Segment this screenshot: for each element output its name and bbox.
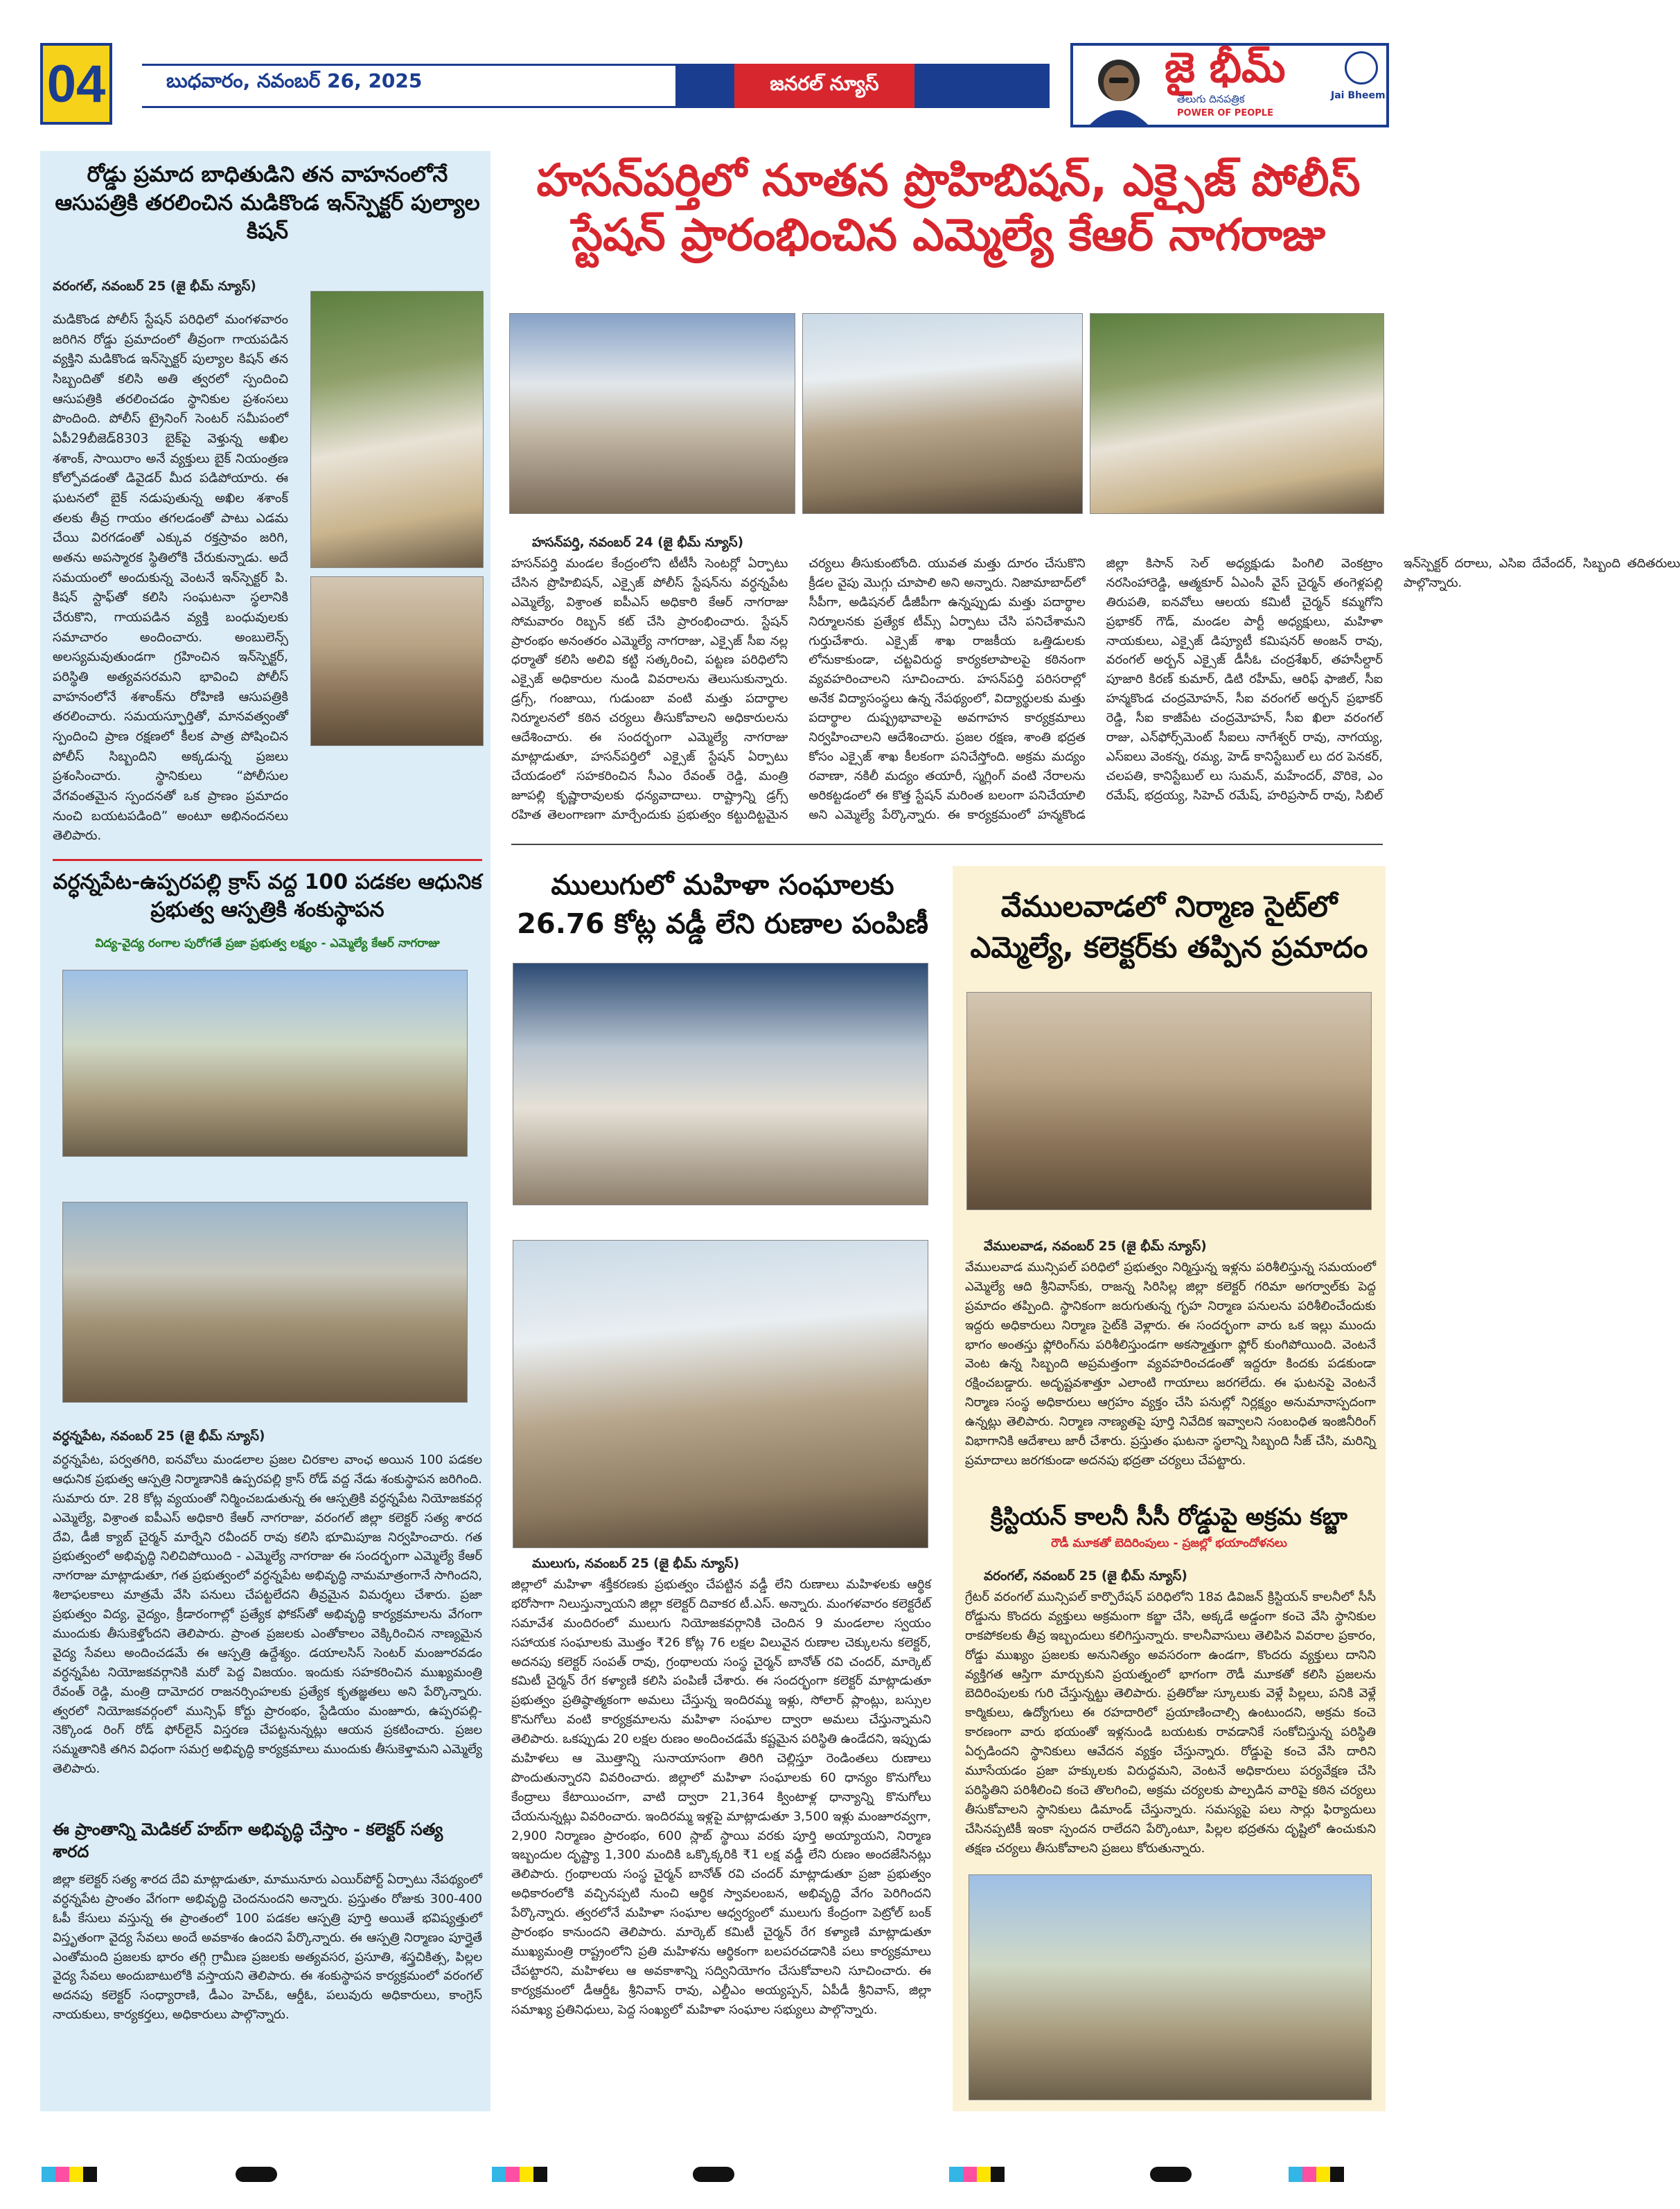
lead-dateline (532, 533, 1377, 553)
christian-body: గ్రేటర్ వరంగల్ మున్సిపల్ కార్పొరేషన్ పరిధిలోని 18వ డివిజన్ క్రిస్టియన్ కాలనీలో సీసీ రోడ్డును కొందరు వ్యక్తులు అక్రమంగా కబ్జా చేసి, అక్కడే అడ్డంగా కంచె వేసి స్థానికుల రాకపోకలకు తీవ్ర ఇబ్బందులు కలిగిస్తున్నారు. కాలనీవాసులు తెలిపిన వివరాల ప్రకారం, రోడ్డు ముఖ్యం ప్రజలకు అనునిత్యం అవసరంగా ఉండగా, కొందరు వ్యక్తులు దానిని వ్యక్తిగత ఆస్తిగా మార్చుకుని ప్రయత్నంలో భాగంగా రౌడీ మూకతో కలిసి ప్రజలను బెదిరింపులకు గురి చేస్తున్నట్టు తెలిపారు. ప్రతిరోజు స్కూలుకు వెళ్లే పిల్లలు, పనికి వెళ్లే కార్మికులు, ఉద్యోగులు ఈ రహదారిలో ప్రయాణించాల్సి ఉంటుందని, అక్రమ కంచె కారణంగా వారు భయంతో ఇళ్లనుండి బయటకు రావడానికే సంకోచిస్తున్న పరిస్థితి ఏర్పడిందని స్థానికులు ఆవేదన వ్యక్తం చేస్తున్నారు. రోడ్డుపై కంచె వేసి దారిని మూసేయడం ప్రజా హక్కులకు విరుద్ధమని, వెంటనే అధికారులు పర్యవేక్షణ చేసి పరిస్థితిని పరిశీలించి కంచె తొలగించి, అక్రమ చర్యలకు పాల్పడిన వారిపై కఠిన చర్యలు తీసుకోవాలని స్థానికులు డిమాండ్ చేస్తున్నారు. సమస్యపై పలు సార్లు ఫిర్యాదులు చేసినప్పటికీ ఇంకా స్పందన రాలేదని పేర్కొంటూ, పిల్లల భద్రతను దృష్టిలో ఉంచుకుని తక్షణ చర్యలు తీసుకోవాలని ప్రజలు కోరుతున్నారు. (965, 1590, 1376, 1856)
mulugu-dateline (532, 1554, 927, 1574)
lead-photo-plaque (802, 313, 1083, 514)
registration-pill-2 (693, 2167, 734, 2182)
vemulawada-dateline (984, 1237, 1372, 1257)
vemulawada-headline: వేములవాడలో నిర్మాణ సైట్‌లో ఎమ్మెల్యే, కలెక్టర్‌కు తప్పిన ప్రమాదం (970, 889, 1368, 964)
vemulawada-photo (966, 992, 1372, 1210)
lead-photo-inauguration (509, 313, 795, 514)
story1-body: మడికొండ పోలీస్ స్టేషన్ పరిధిలో మంగళవారం జరిగిన రోడ్డు ప్రమాదంలో తీవ్రంగా గాయపడిన వ్యక్తిని మడికొండ ఇన్‌స్పెక్టర్ పుల్యాల కిషన్ తన సిబ్బందితో కలిసి అతి త్వరలో స్పందించి ఆసుపత్రికి తరలించడం స్థానికుల ప్రశంసలు పొందింది. పోలీస్ ట్రైనింగ్ సెంటర్ సమీపంలో ఏపీ29బీజెడ్8303 బైక్‌పై వెళ్తున్న అఖిల శశాంక్, సాయిరాం అనే వ్యక్తులు బైక్ నియంత్రణ కోల్పోవడంతో డివైడర్ మీద పడిపోయారు. ఈ ఘటనలో బైక్ నడుపుతున్న అఖిల శశాంక్ తలకు తీవ్ర గాయం తగలడంతో పాటు ఎడమ చేయి విరగడంతో ఎక్కువ రక్తస్రావం జరిగి, అతను అపస్మారక స్థితిలోకి చేరుకున్నాడు. అదే సమయంలో అందుకున్న వెంటనే ఇన్‌స్పెక్టర్ పి. కిషన్ స్టాఫ్‌తో కలిసి సంఘటనా స్థలానికి చేరుకొని, గాయపడిన వ్యక్తి బంధువులకు సమాచారం అందించారు. అంబులెన్స్ అలస్యమవుతుండగా గ్రహించిన ఇన్‌స్పెక్టర్, పరిస్థితి అత్యవసరమని భావించి పోలీస్ వాహనంలోనే శశాంక్‌ను రోహిణి ఆసుపత్రికి తరలించారు. సమయస్ఫూర్తితో, మానవత్వంతో స్పందించి ప్రాణ రక్షణలో కీలక పాత్ర పోషించిన పోలీస్ సిబ్బందిని అక్కడున్న ప్రజలు ప్రశంసించారు. స్థానికులు “పోలీసుల వేగవంతమైన స్పందనతో ఒక ప్రాణం ప్రమాదం నుంచి బయటపడింది” అంటూ అభినందనలు తెలిపారు. (53, 312, 288, 844)
mulugu-photo-meeting (513, 1240, 928, 1548)
accident-photo-bottom (310, 576, 484, 746)
christian-colony-road-photo (969, 1874, 1372, 2100)
logo-english: Jai Bheem (1331, 90, 1386, 101)
registration-pill-3 (1150, 2167, 1192, 2182)
story2-subhead: విద్య-వైద్య రంగాల పురోగతే ప్రజా ప్రభుత్వ లక్ష్యం - ఎమ్మెల్యే కేఆర్ నాగరాజు (95, 937, 440, 950)
lead-headline: హసన్‌పర్తిలో నూతన ప్రొహిబిషన్, ఎక్సైజ్ పోలీస్ స్టేషన్ ప్రారంభించిన ఎమ్మెల్యే కేఆర్ నాగరాజు (536, 155, 1361, 262)
hospital-foundation-photo-2 (62, 1202, 468, 1403)
registration-strip-center (492, 2167, 617, 2182)
christian-subhead: రౌడీ మూకతో బెదిరింపులు - ప్రజల్లో భయాందోళనలు (1051, 1536, 1287, 1550)
vemulawada-dateline-text: వేములవాడ, నవంబర్ 25 (జై భీమ్ న్యూస్) (984, 1239, 1207, 1254)
logo-tagline: POWER OF PEOPLE (1177, 108, 1273, 118)
registration-strip-right (949, 2167, 1074, 2182)
lead-body: హసన్‌పర్తి మండల కేంద్రంలోని టీటీసీ సెంటర్లో ఏర్పాటు చేసిన ప్రొహిబిషన్, ఎక్సైజ్ పోలీస్ స్టేషన్‌ను వర్ధన్నపేట ఎమ్మెల్యే, విశ్రాంత ఐపీఎస్ అధికారి కేఆర్ నాగరాజు సోమవారం రిబ్బన్ కట్ చేసి ప్రారంభించారు. స్టేషన్ ప్రారంభం అనంతరం ఎమ్మెల్యే నాగరాజు, ఎక్సైజ్ సీఐ నల్ల ధర్మాతో కలిసి అలివి కట్టి సత్కరించి, పట్టణ పరిధిలోని ఎక్సైజ్ అధికారుల నుండి వివరాలను తెలుసుకున్నారు. డ్రగ్స్, గంజాయి, గుడుంబా వంటి మత్తు పదార్థాల నిర్మూలనలో కఠిన చర్యలు తీసుకోవాలని అధికారులను ఆదేశించారు. ఈ సందర్భంగా ఎమ్మెల్యే నాగరాజు మాట్లాడుతూ, హసన్‌పర్తిలో ఎక్సైజ్ స్టేషన్ ఏర్పాటు చేయడంలో సహకరించిన సీఎం రేవంత్ రెడ్డి, మంత్రి జూపల్లి కృష్ణారావులకు ధన్యవాదాలు. రాష్ట్రాన్ని డ్రగ్స్ రహిత తెలంగాణగా మార్చేందుకు ప్రభుత్వం కట్టుదిట్టమైన చర్యలు తీసుకుంటోంది. యువత మత్తు దూరం చేసుకొని క్రీడల వైపు మొగ్గు చూపాలి అని అన్నారు. నిజామాబాద్‌లో సీపీగా, అడిషనల్ డీజీపీగా ఉన్నప్పుడు మత్తు పదార్థాల నిర్మూలనకు ప్రత్యేక టీమ్స్ ఏర్పాటు చేసి పనిచేశామని గుర్తుచేశారు. ఎక్సైజ్ శాఖ రాజకీయ ఒత్తిడులకు లోనుకాకుండా, చట్టవిరుద్ధ కార్యకలాపాలపై కఠినంగా వ్యవహరించాలని సూచించారు. హసన్‌పర్తి పరిసరాల్లో అనేక విద్యాసంస్థలు ఉన్న నేపథ్యంలో, విద్యార్థులకు మత్తు పదార్థాల దుష్ప్రభావాలపై అవగాహన కార్యక్రమాలు నిర్వహించాలని ఆదేశించారు. ప్రజల రక్షణ, శాంతి భద్రత కోసం ఎక్సైజ్ శాఖ కీలకంగా పనిచేస్తోంది. అక్రమ మద్యం రవాణా, నకిలీ మద్యం తయారీ, స్మగ్లింగ్ వంటి నేరాలను అరికట్టడంలో ఈ కొత్త స్టేషన్ మరింత బలంగా పనిచేయాలి అని ఎమ్మెల్యే పేర్కొన్నారు. ఈ కార్యక్రమంలో హన్మకొండ జిల్లా కిసాన్ సెల్ అధ్యక్షుడు పింగిలి వెంకట్రాం నరసింహారెడ్డి, ఆత్మకూర్ ఏఎంసీ వైస్ చైర్మన్ తంగెళ్లపల్లి తిరుపతి, ఐనవోలు ఆలయ కమిటీ చైర్మన్ కమ్మగోని ప్రభాకర్ గౌడ్, మండల పార్టీ అధ్యక్షులు, మహిళా నాయకులు, ఎక్సైజ్ డిప్యూటీ కమిషనర్ అంజన్ రావు, వరంగల్ అర్బన్ ఎక్సైజ్ డీసీఓ చంద్రశేఖర్, తహసీల్దార్ పూజారి కిరణ్ కుమార్, డిటి రహీమ్, ఆరిఫ్ ఫాజిల్, సీఐ హన్మకొండ చంద్రమోహన్, సీఐ వరంగల్ అర్బన్ ప్రభాకర్ రెడ్డి, సీఐ కాజీపేట చంద్రమోహన్, సీఐ ఖిలా వరంగల్ రాజు, ఎన్‌ఫోర్స్‌మెంట్ సీఐలు నాగేశ్వర్ రావు, నాగయ్య, ఎస్ఐలు వెంకన్న, రమ్య, హెడ్ కానిస్టేబుల్ లు దర పెనకర్, చలపతి, కానిస్టేబుల్ లు సుమన్, మహేందర్, వొరికె, ఎం రమేష్, భద్రయ్య, సిహెచ్ రమేష్, హరిప్రసాద్ రావు, సిబిల్ ఇన్‌స్పెక్టర్ దరాలు, ఎసిఐ దేవేందర్, సిబ్బంది తదితరులు పాల్గొన్నారు. (511, 556, 1680, 822)
story2-body: వర్ధన్నపేట, పర్వతగిరి, ఐనవోలు మండలాల ప్రజల చిరకాల వాంఛ అయిన 100 పడకల ఆధునిక ప్రభుత్వ ఆస్పత్రి నిర్మాణానికి ఉప్పరపల్లి క్రాస్ రోడ్ వద్ద నేడు శంకుస్థాపన జరిగింది. సుమారు రూ. 28 కోట్ల వ్యయంతో నిర్మించబడుతున్న ఈ ఆస్పత్రికి వర్ధన్నపేట నియోజకవర్గ ఎమ్మెల్యే, విశ్రాంత ఐపీఎస్ అధికారి కేఆర్ నాగరాజు, వరంగల్ జిల్లా కలెక్టర్ సత్య శారద దేవి, డీజీ క్యాబ్ చైర్మన్ మార్నేని రవీందర్ రావు కలిసి భూమిపూజ నిర్వహించారు. గత ప్రభుత్వంలో అభివృద్ధి నిలిచిపోయింది - ఎమ్మెల్యే నాగరాజు ఈ సందర్భంగా ఎమ్మెల్యే కేఆర్ నాగరాజు మాట్లాడుతూ, గత ప్రభుత్వంలో వర్ధన్నపేట అభివృద్ధి నామమాత్రంగానే సాగిందని, శిలాఫలకాలు మాత్రమే వేసి పనులు చేపట్టలేదని తీవ్రమైన విమర్శలు చేశారు. ప్రజా ప్రభుత్వం విద్య, వైద్యం, క్రీడారంగాల్లో ప్రత్యేక ఫోకస్‌తో అభివృద్ధి కార్యక్రమాలను వేగంగా ముందుకు తీసుకెళ్తోందని తెలిపారు. ప్రాంత ప్రజలకు ఎంతోకాలం వెక్కిరించిన నాణ్యమైన వైద్య సేవలు అందించడమే ఈ ఆస్పత్రి ఉద్దేశ్యం. డయాలసిస్ సెంటర్ మంజూరవడం వర్ధన్నపేట నియోజకవర్గానికి మరో పెద్ద విజయం. ఇందుకు సహకరించిన ముఖ్యమంత్రి రేవంత్ రెడ్డి, మంత్రి దామోదర రాజనర్సింహలకు ప్రత్యేక కృతజ్ఞతలు అని పేర్కొన్నారు. త్వరలో నియోజకవర్గంలో మున్సిఫ్ కోర్టు ప్రారంభం, స్టేడియం మంజూరు, ఉప్పరపల్లి-నెక్కొండ రింగ్ రోడ్ ఫోర్‌లైన్ విస్తరణ చేపట్టనున్నట్లు ఆయన ప్రకటించారు. ప్రజల సమ్మతానికి తగిన విధంగా సమగ్ర అభివృద్ధి కార్యక్రమాలు ముందుకు తీసుకెళ్తామని ఎమ్మెల్యే తెలిపారు. (53, 1453, 482, 1777)
page-number: 04 (40, 43, 112, 125)
section-label: జనరల్ న్యూస్ (734, 64, 914, 108)
story2-headline: వర్ధన్నపేట-ఉప్పరపల్లి క్రాస్ వద్ద 100 పడకల ఆధునిక ప్రభుత్వ ఆస్పత్రికి శంకుస్థాపన (53, 870, 482, 922)
lead-dateline-text: హసన్‌పర్తి, నవంబర్ 24 (జై భీమ్ న్యూస్) (532, 535, 744, 550)
story1-headline: రోడ్డు ప్రమాద బాధితుడిని తన వాహనంలోనే ఆసుపత్రికి తరలించిన మడికొండ ఇన్‌స్పెక్టర్ పుల్యాల కిషన్ (55, 162, 480, 244)
story2-body2: జిల్లా కలెక్టర్ సత్య శారద దేవి మాట్లాడుతూ, మామునూరు ఎయిర్‌పోర్ట్ ఏర్పాటు నేపథ్యంలో వర్ధన్నపేట ప్రాంతం వేగంగా అభివృద్ధి చెందనుందని అన్నారు. ప్రస్తుతం రోజుకు 300-400 ఓపీ కేసులు వస్తున్న ఈ ప్రాంతంలో 100 పడకల ఆస్పత్రి పూర్తి అయితే భవిష్యత్తులో విస్తృతంగా వైద్య సేవలు అందే అవకాశం ఉందని పేర్కొన్నారు. ఈ ఆస్పత్రి నిర్మాణం పూర్తైతే ఎంతోమంది ప్రజలకు భారం తగ్గి గ్రామీణ ప్రజలకు అత్యవసర, ప్రసూతి, శస్త్రచికిత్స, పిల్లల వైద్య సేవలు అందుబాటులోకి వస్తాయని తెలిపారు. ఈ శంకుస్థాపన కార్యక్రమంలో వరంగల్ అదనపు కలెక్టర్ సంధ్యారాణి, డీఎం హెచ్‌ఓ, ఆర్డీఓ, పలువురు అధికారులు, కాంగ్రెస్ నాయకులు, కార్యకర్తలు, అధికారులు పాల్గొన్నారు. (53, 1872, 482, 2023)
lead-divider (511, 844, 1383, 845)
mulugu-headline: ములుగులో మహిళా సంఘాలకు 26.76 కోట్ల వడ్డీ లేని రుణాల పంపిణీ (517, 869, 928, 940)
lead-photo-officers (1090, 313, 1384, 514)
registration-pill-1 (236, 2167, 277, 2182)
story1-dateline: వరంగల్, నవంబర్ 25 (జై భీమ్ న్యూస్) (53, 279, 256, 294)
ambedkar-portrait-icon (1077, 47, 1160, 125)
story2-dateline-text: వర్ధన్నపేట, నవంబర్ 25 (జై భీమ్ న్యూస్) (53, 1429, 265, 1444)
logo-emblem-icon (1345, 51, 1378, 85)
mulugu-dateline-text: ములుగు, నవంబర్ 25 (జై భీమ్ న్యూస్) (532, 1556, 740, 1571)
story2-dateline (53, 1427, 482, 1447)
christian-headline: క్రిస్టియన్ కాలనీ సీసీ రోడ్డుపై అక్రమ కబ్జా (991, 1503, 1347, 1531)
registration-strip-far-right (1289, 2167, 1386, 2182)
mulugu-body: జిల్లాలో మహిళా శక్తీకరణకు ప్రభుత్వం చేపట్టిన వడ్డీ లేని రుణాలు మహిళలకు ఆర్థిక భరోసాగా నిలుస్తున్నాయని జిల్లా కలెక్టర్ దివాకర టీ.ఎస్. అన్నారు. మంగళవారం కలెక్టరేట్ సమావేశ మందిరంలో ములుగు నియోజకవర్గానికి చెందిన 9 మండలాల స్వయం సహాయక సంఘాలకు మొత్తం ₹26 కోట్ల 76 లక్షల విలువైన రుణాల చెక్కులను కలెక్టర్, అదనపు కలెక్టర్ సంపత్ రావు, గ్రంథాలయ సంస్థ చైర్మన్ బానోత్ రవి చందర్, మార్కెట్ కమిటీ చైర్మన్ రేగ కళ్యాణి కలిసి పంపిణీ చేశారు. ఈ సందర్భంగా కలెక్టర్ మాట్లాడుతూ ప్రభుత్వం ప్రతిష్ఠాత్మకంగా అమలు చేస్తున్న ఇందిరమ్మ ఇళ్లు, సోలార్ ప్లాంట్లు, బస్సుల కొనుగోలు వంటి కార్యక్రమాలను మహిళా సంఘాల ద్వారా అమలు చేస్తున్నామని తెలిపారు. ఒకప్పుడు 20 లక్షల రుణం అందించడమే కష్టమైన పరిస్థితి ఉండేదని, ఇప్పుడు మహిళలు ఆ మొత్తాన్ని సునాయాసంగా తిరిగి చెల్లిస్తూ రెండింతలు రుణాలు పొందుతున్నారని వివరించారు. జిల్లాలో మహిళా సంఘాలకు 60 ధాన్యం కొనుగోలు కేంద్రాలు కేటాయించగా, వాటి ద్వారా 21,364 క్వింటాళ్ల ధాన్యాన్ని కొనుగోలు చేయనున్నట్లు వివరించారు. ఇందిరమ్మ ఇళ్లపై మాట్లాడుతూ 3,500 ఇళ్లు మంజూరవ్వగా, 2,900 నిర్మాణం ప్రారంభం, 600 స్లాబ్ స్థాయి వరకు పూర్తి అయ్యాయని, నిర్మాణ ఇబ్బందుల దృష్ట్యా 1,300 మందికి ఒక్కొక్కరికి ₹1 లక్ష వడ్డీ లేని రుణం అందజేసినట్లు తెలిపారు. గ్రంథాలయ సంస్థ చైర్మన్ బానోత్ రవి చందర్ మాట్లాడుతూ ప్రజా ప్రభుత్వం అధికారంలోకి వచ్చినప్పటి నుంచి ఆర్థిక స్వావలంబన, అభివృద్ధి వేగం పెరిగిందని పేర్కొన్నారు. త్వరలోనే మహిళా సంఘాల ఆధ్వర్యంలో ములుగు కేంద్రంగా పెట్రోల్ బంక్ ప్రారంభం కానుందని తెలిపారు. మార్కెట్ కమిటీ చైర్మన్ రేగ కళ్యాణి మాట్లాడుతూ ముఖ్యమంత్రి రాష్ట్రంలోని ప్రతి మహిళను ఆర్థికంగా బలపరచడానికి పలు కార్యక్రమాలు చేపట్టారని, మహిళలు ఆ అవకాశాన్ని సద్వినియోగం చేసుకోవాలని సూచించారు. ఈ కార్యక్రమంలో డీఆర్డీఓ శ్రీనివాస్ రావు, ఎల్డీఎం అయ్యప్పన్, ఏపీడీ శ్రీనివాస్, జిల్లా సమాఖ్య ప్రతినిధులు, పెద్ద సంఖ్యలో మహిళా సంఘాల సభ్యులు పాల్గొన్నారు. (511, 1577, 931, 2017)
registration-strip-left (42, 2167, 166, 2182)
accident-photo-top (310, 291, 484, 568)
masthead-logo (1070, 43, 1389, 127)
logo-title: జై భీమ్ (1165, 44, 1286, 92)
christian-dateline (984, 1567, 1372, 1587)
christian-dateline-text: వరంగల్, నవంబర్ 25 (జై భీమ్ న్యూస్) (984, 1569, 1187, 1583)
vemulawada-body: వేములవాడ మున్సిపల్ పరిధిలో ప్రభుత్వం నిర్మిస్తున్న ఇళ్లను పరిశీలిస్తున్న సమయంలో ఎమ్మెల్యే ఆది శ్రీనివాస్‌కు, రాజన్న సిరిసిల్ల జిల్లా కలెక్టర్ గరిమా అగర్వాల్‌కు పెద్ద ప్రమాదం తప్పింది. స్థానికంగా జరుగుతున్న గృహ నిర్మాణ పనులను పరిశీలించేందుకు ఇద్దరు అధికారులు నిర్మాణ సైట్‌కి వెళ్లారు. ఈ సందర్భంగా వారు ఒక ఇల్లు ముందు భాగం అంతస్తు ఫ్లోరింగ్‌ను పరిశీలిస్తుండగా అకస్మాత్తుగా ఫ్లోర్ కుంగిపోయింది. వెంటనే వెంట ఉన్న సిబ్బంది అప్రమత్తంగా వ్యవహరించడంతో ఇద్దరూ కిందకు పడకుండా రక్షించబడ్డారు. అదృష్టవశాత్తూ ఎలాంటి గాయాలు జరగలేదు. ఈ ఘటనపై వెంటనే నిర్మాణ సంస్థ అధికారులు ఆగ్రహం వ్యక్తం చేసి పనుల్లో నిర్లక్ష్యం అనుమానాస్పదంగా ఉన్నట్లు తెలిపారు. నిర్మాణ నాణ్యతపై పూర్తి నివేదిక ఇవ్వాలని సంబంధిత ఇంజినీరింగ్ విభాగానికి ఆదేశాలు జారీ చేశారు. ప్రస్తుతం ఘటనా స్థలాన్ని సిబ్బంది సీజ్ చేసి, మరిన్ని ప్రమాదాలు జరగకుండా అదనపు భద్రతా చర్యలు చేపట్టారు. (965, 1260, 1376, 1468)
hospital-foundation-photo-1 (62, 970, 468, 1157)
story-divider (53, 859, 482, 861)
story2-subheading: ఈ ప్రాంతాన్ని మెడికల్ హబ్‌గా అభివృద్ధి చేస్తాం - కలెక్టర్ సత్య శారద (53, 1820, 443, 1861)
issue-date: బుధవారం, నవంబర్ 26, 2025 (166, 69, 423, 92)
mulugu-photo-cheque (513, 963, 928, 1205)
logo-subtitle: తెలుగు దినపత్రిక (1177, 93, 1245, 105)
